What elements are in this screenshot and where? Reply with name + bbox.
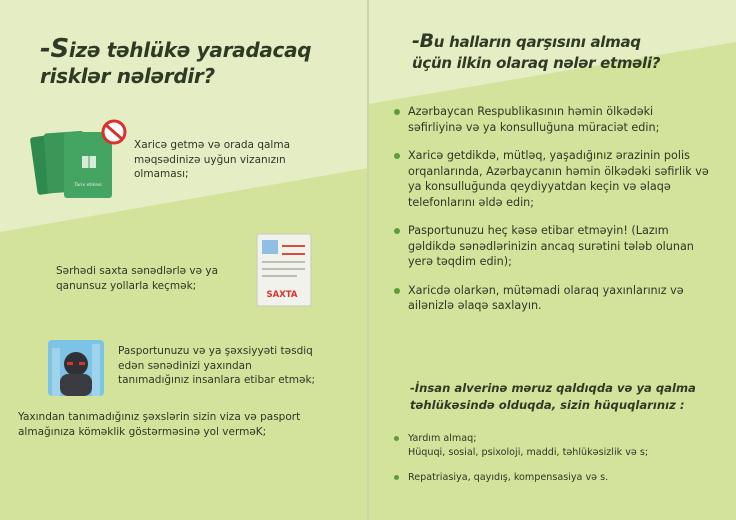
left-title-line1: -Sizə təhlükə yaradacaq: [40, 34, 312, 64]
bullet-icon: [394, 436, 399, 441]
list-item: Xaricə getdikdə, mütləq, yaşadığınız ərazinin polis orqanlarında, Azərbaycanın həmin ölkədəki səfirlik və ya konsulluğunda qeydiyyatdan keçin və əlaqə telefonlarını əldə edin;: [390, 148, 710, 210]
action-list: [390, 104, 710, 327]
risk-text-1: Xaricə getmə və orada qalma məqsədinizə uyğun vizanızın olmaması;: [134, 139, 291, 180]
rights-list: [390, 432, 710, 497]
list-item: Pasportunuzu heç kəsə etibar etməyin! (Lazım gəldikdə sənədlərinizin ancaq surətini tələb olunan yerə təqdim edin);: [390, 223, 710, 270]
page-fold: [367, 0, 369, 520]
right-title-line2: üçün ilkin olaraq nələr etməli?: [412, 54, 661, 72]
bullet-icon: [394, 109, 400, 115]
fake-document-icon: [255, 232, 313, 308]
bullet-icon: [394, 288, 400, 294]
list-item: Repatriasiya, qayıdış, kompensasiya və s.: [390, 471, 710, 485]
passports-no-entry-icon: [28, 116, 132, 206]
risk-text-3: Pasportunuzu və ya şəxsiyyəti təsdiq edən sənədinizi yaxından tanımadığınız insanlara etibar etmək;: [118, 345, 316, 386]
list-item: Xaricdə olarkən, mütəmadi olaraq yaxınlarınız və ailənizlə əlaqə saxlayın.: [390, 283, 710, 314]
risk-text-2: Sərhədi saxta sənədlərlə və ya qanunsuz yollarla keçmək;: [56, 265, 219, 292]
passport-cover-text: Tarix etikəsi: [74, 183, 102, 188]
right-title-line1: -Bu halların qarşısını almaq: [412, 30, 641, 52]
bullet-icon: [394, 228, 400, 234]
rights-heading: -İnsan alverinə məruz qaldıqda və ya qalma təhlükəsində olduqda, sizin hüquqlarınız :: [410, 381, 696, 412]
bullet-icon: [394, 153, 400, 159]
right-page: [368, 0, 736, 520]
document-stamp: SAXTA: [266, 290, 298, 300]
left-title-line2: risklər nələrdir?: [40, 64, 215, 88]
list-item: Yardım almaq; Hüquqi, sosial, psixoloji, maddi, təhlükəsizlik və s;: [390, 432, 710, 459]
anonymous-person-icon: [48, 340, 104, 396]
risk-text-4: Yaxından tanımadığınız şəxslərin sizin viza və pasport almağınıza köməklik göstərməsinə yol verməK;: [18, 411, 301, 438]
bullet-icon: [394, 475, 399, 480]
list-item: Azərbaycan Respublikasının həmin ölkədəki səfirliyinə və ya konsulluğuna müraciət edin;: [390, 104, 710, 135]
